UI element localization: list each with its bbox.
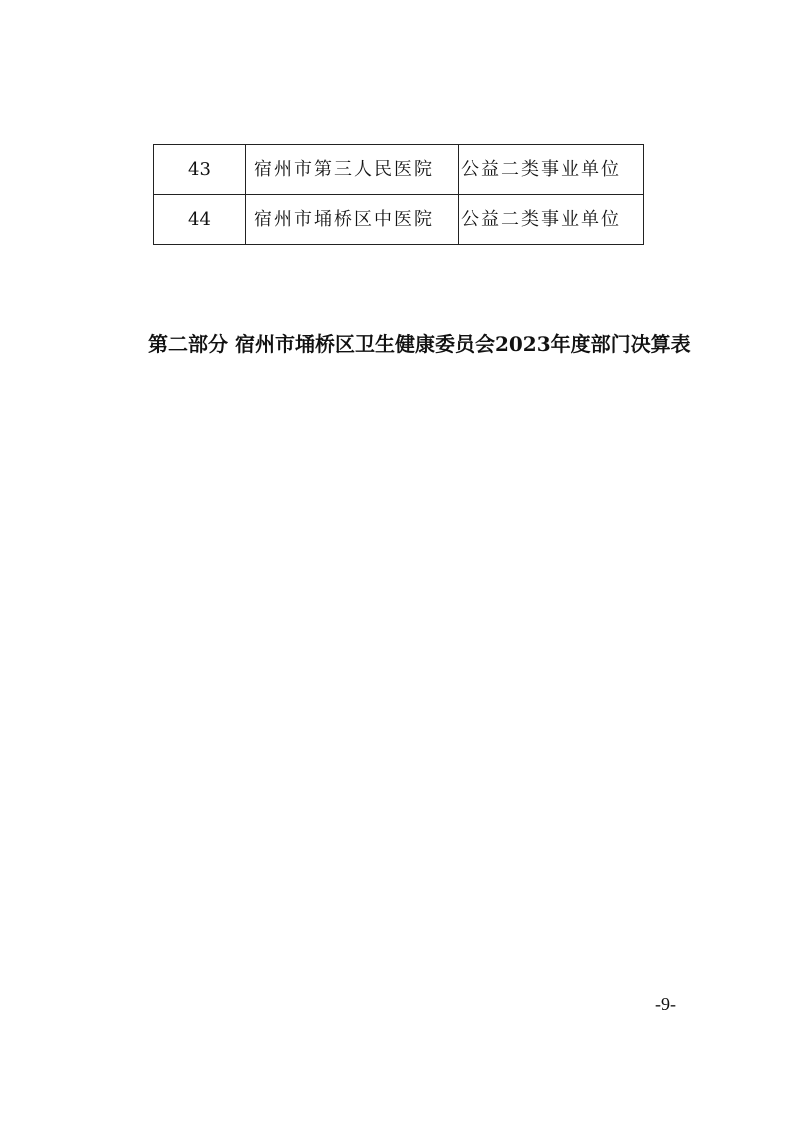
unit-type-cell: 公益二类事业单位 (459, 145, 644, 195)
table-row (154, 195, 644, 245)
row-number-cell: 43 (154, 145, 246, 195)
table-row (154, 145, 644, 195)
unit-name-cell: 宿州市埇桥区中医院 (246, 195, 459, 245)
unit-type-cell: 公益二类事业单位 (459, 195, 644, 245)
row-number-cell: 44 (154, 195, 246, 245)
unit-list-table (153, 144, 644, 245)
unit-name-cell: 宿州市第三人民医院 (246, 145, 459, 195)
page-number: -9- (655, 994, 676, 1014)
section-heading: 第二部分 宿州市埇桥区卫生健康委员会2023年度部门决算表 (148, 332, 691, 356)
